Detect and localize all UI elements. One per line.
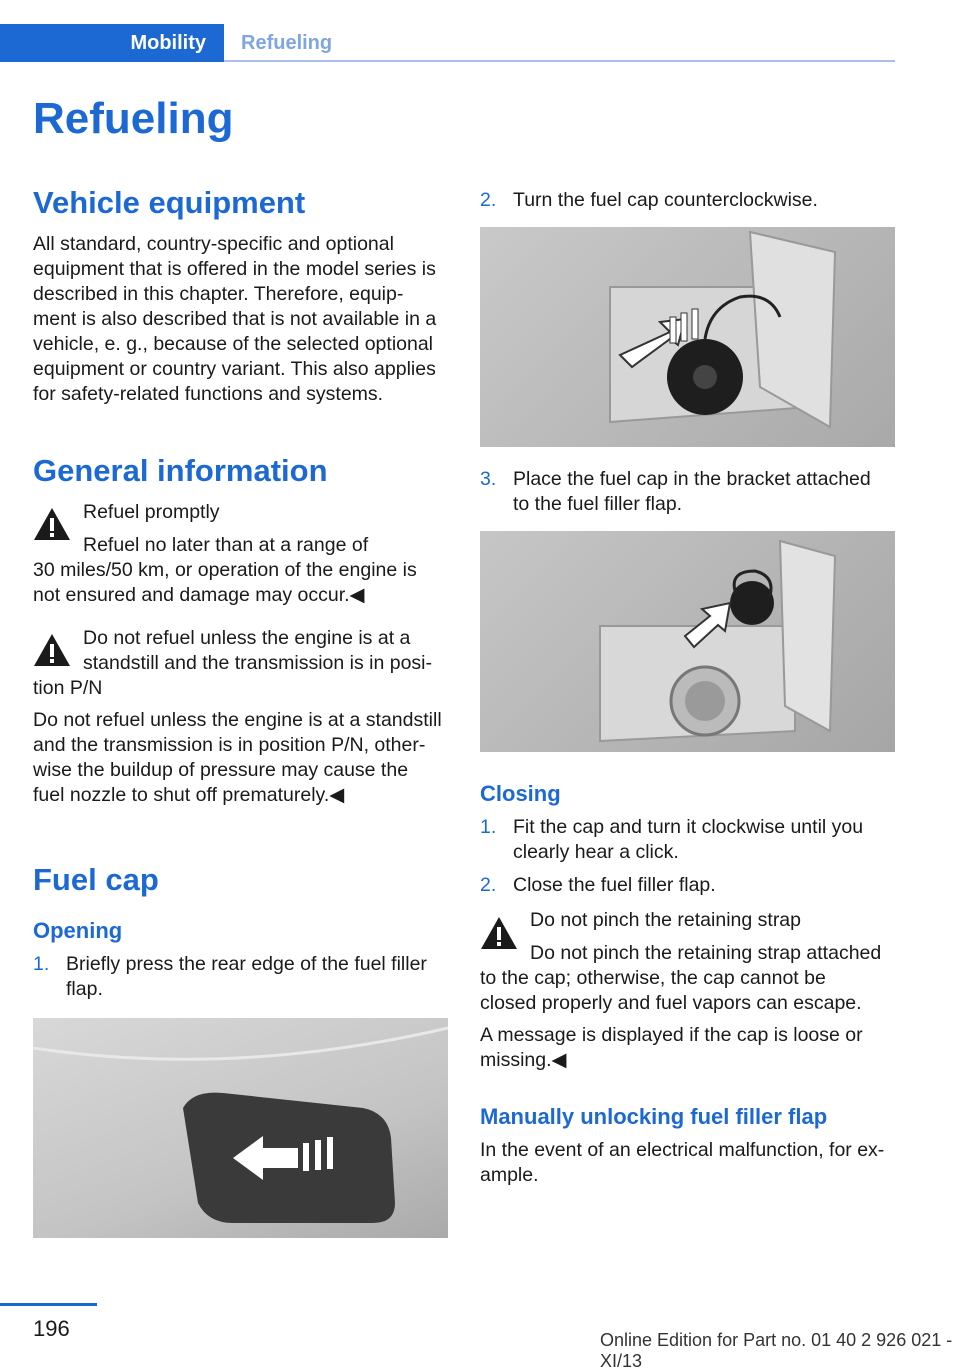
page-number: 196 <box>33 1316 70 1341</box>
warning-icon <box>32 506 72 542</box>
text-line: to the fuel filler flap. <box>513 493 683 515</box>
opening-heading: Opening <box>33 918 123 943</box>
edition-note: Online Edition for Part no. 01 40 2 926 021 - XI/13 <box>600 1330 953 1371</box>
list-item <box>480 815 896 865</box>
fuel-cap-heading: Fuel cap <box>33 862 159 897</box>
text-line: Briefly press the rear edge of the fuel filler <box>66 953 427 975</box>
warning-text-line: 30 miles/50 km, or operation of the engine is <box>33 559 417 581</box>
warning-text-line: and the transmission is in position P/N, other- <box>33 734 426 756</box>
list-text <box>513 467 896 517</box>
header-tabs <box>0 24 895 62</box>
text-line: clearly hear a click. <box>513 841 679 863</box>
tab-mobility[interactable]: Mobility <box>0 24 224 62</box>
warning-text-line: Do not refuel unless the engine is at a standstill <box>33 709 442 731</box>
fuel-cap-turn-figure <box>480 227 895 447</box>
fuel-flap-figure <box>33 1018 448 1238</box>
warning-text-line: not ensured and damage may occur.◀ <box>33 584 365 606</box>
fuel-cap-bracket-figure <box>480 531 895 752</box>
warning-text-line: tion P/N <box>33 677 103 699</box>
warning-text-line: A message is displayed if the cap is loose or <box>480 1024 863 1046</box>
list-text: Turn the fuel cap counterclockwise. <box>513 189 818 211</box>
warning-text-line: to the cap; otherwise, the cap cannot be <box>480 967 826 989</box>
footer-divider <box>0 1303 97 1306</box>
fuel-cap-bracket-illustration <box>480 531 895 752</box>
warning-title: Do not pinch the retaining strap <box>530 909 802 931</box>
list-number: 3. <box>480 468 497 490</box>
list-text <box>513 815 896 865</box>
list-number: 2. <box>480 874 497 896</box>
warning-text-line: Do not refuel unless the engine is at a <box>83 627 411 649</box>
warning-text-line: wise the buildup of pressure may cause the <box>33 759 409 781</box>
list-text: Close the fuel filler flap. <box>513 874 716 896</box>
warning-title: Refuel promptly <box>83 501 220 523</box>
fuel-flap-illustration <box>33 1018 448 1238</box>
text-line: equipment or country variant. This also applies <box>33 358 436 380</box>
list-item <box>480 188 896 214</box>
manual-unlock-text-line: ample. <box>480 1164 539 1186</box>
list-text <box>66 952 449 1002</box>
text-line: ment is also described that is not available in a <box>33 308 437 330</box>
warning-text-line: missing.◀ <box>480 1049 567 1071</box>
list-item <box>33 952 449 1002</box>
text-line: All standard, country-specific and optional <box>33 233 394 255</box>
closing-heading: Closing <box>480 781 561 806</box>
text-line: flap. <box>66 978 103 1000</box>
warning-text-line: fuel nozzle to shut off prematurely.◀ <box>33 784 345 806</box>
text-line: for safety-related functions and systems. <box>33 383 384 405</box>
text-line: Place the fuel cap in the bracket attached <box>513 468 871 490</box>
warning-icon <box>479 915 519 951</box>
warning-text-line: Do not pinch the retaining strap attached <box>530 942 882 964</box>
list-number: 1. <box>33 953 50 975</box>
manual-unlock-text-line: In the event of an electrical malfunction, for ex- <box>480 1139 885 1161</box>
warning-text-line: standstill and the transmission is in posi- <box>83 652 432 674</box>
list-number: 2. <box>480 189 497 211</box>
list-number: 1. <box>480 816 497 838</box>
manual-unlock-heading: Manually unlocking fuel filler flap <box>480 1104 828 1129</box>
tab-refueling[interactable]: Refueling <box>241 31 333 54</box>
text-line: described in this chapter. Therefore, equip- <box>33 283 404 305</box>
header-divider <box>224 60 895 62</box>
fuel-cap-turn-illustration <box>480 227 895 447</box>
warning-icon <box>32 632 72 668</box>
page-title: Refueling <box>33 94 234 143</box>
text-line: equipment that is offered in the model series is <box>33 258 436 280</box>
list-item <box>480 873 896 899</box>
text-line: vehicle, e. g., because of the selected optional <box>33 333 434 355</box>
vehicle-equipment-heading: Vehicle equipment <box>33 185 306 220</box>
vehicle-equipment-text <box>33 232 449 407</box>
warning-text-line: Refuel no later than at a range of <box>83 534 369 556</box>
list-item <box>480 467 896 517</box>
text-line: Fit the cap and turn it clockwise until you <box>513 816 864 838</box>
general-information-heading: General information <box>33 453 328 488</box>
warning-text-line: closed properly and fuel vapors can escape. <box>480 992 862 1014</box>
